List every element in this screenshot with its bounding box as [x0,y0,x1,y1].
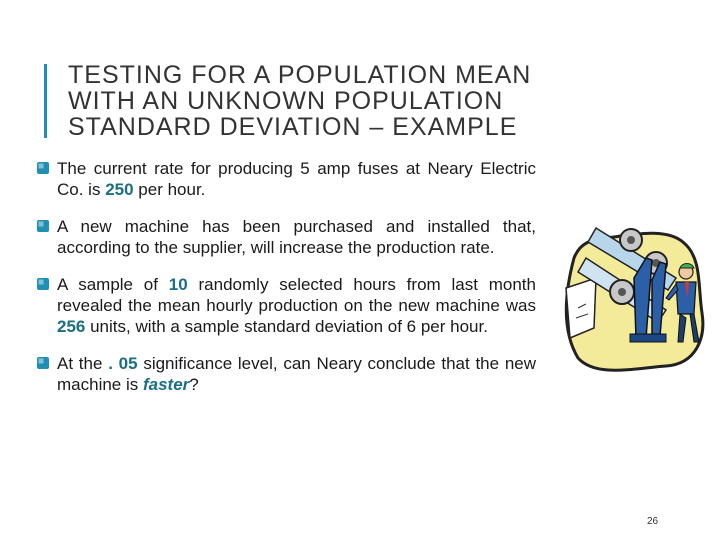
bullet-item-current-rate: The current rate for producing 5 amp fuses at Neary Electric Co. is 250 per hour. [36,158,536,200]
highlight-256: 256 [57,317,86,336]
bullet-list [36,158,536,411]
checkbox-bullet-icon [36,161,50,175]
checkbox-bullet-icon [36,219,50,233]
page-number: 26 [647,516,659,527]
highlight-05: . 05 [108,354,138,373]
title-line-3: STANDARD DEVIATION – EXAMPLE [68,113,518,141]
highlight-10: 10 [168,275,188,294]
bullet-item-sample: A sample of 10 randomly selected hours from last month revealed the mean hourly production on the new machine was 256 units, with a sample standard deviation of 6 per hour. [36,274,536,337]
bullet-item-question: At the . 05 significance level, can Neary conclude that the new machine is faster? [36,353,536,395]
bullet-item-new-machine: A new machine has been purchased and installed that, according to the supplier, will increase the production rate. [36,216,536,258]
machine-operator-clipart [556,218,706,378]
highlight-250: 250 [105,180,134,199]
title-line-1: TESTING FOR A POPULATION MEAN [68,61,532,89]
highlight-faster: faster [142,375,190,394]
title-accent-bar [44,64,47,138]
title-line-2: WITH AN UNKNOWN POPULATION [68,87,504,115]
checkbox-bullet-icon [36,356,50,370]
slide-title [68,62,628,140]
checkbox-bullet-icon [36,277,50,291]
